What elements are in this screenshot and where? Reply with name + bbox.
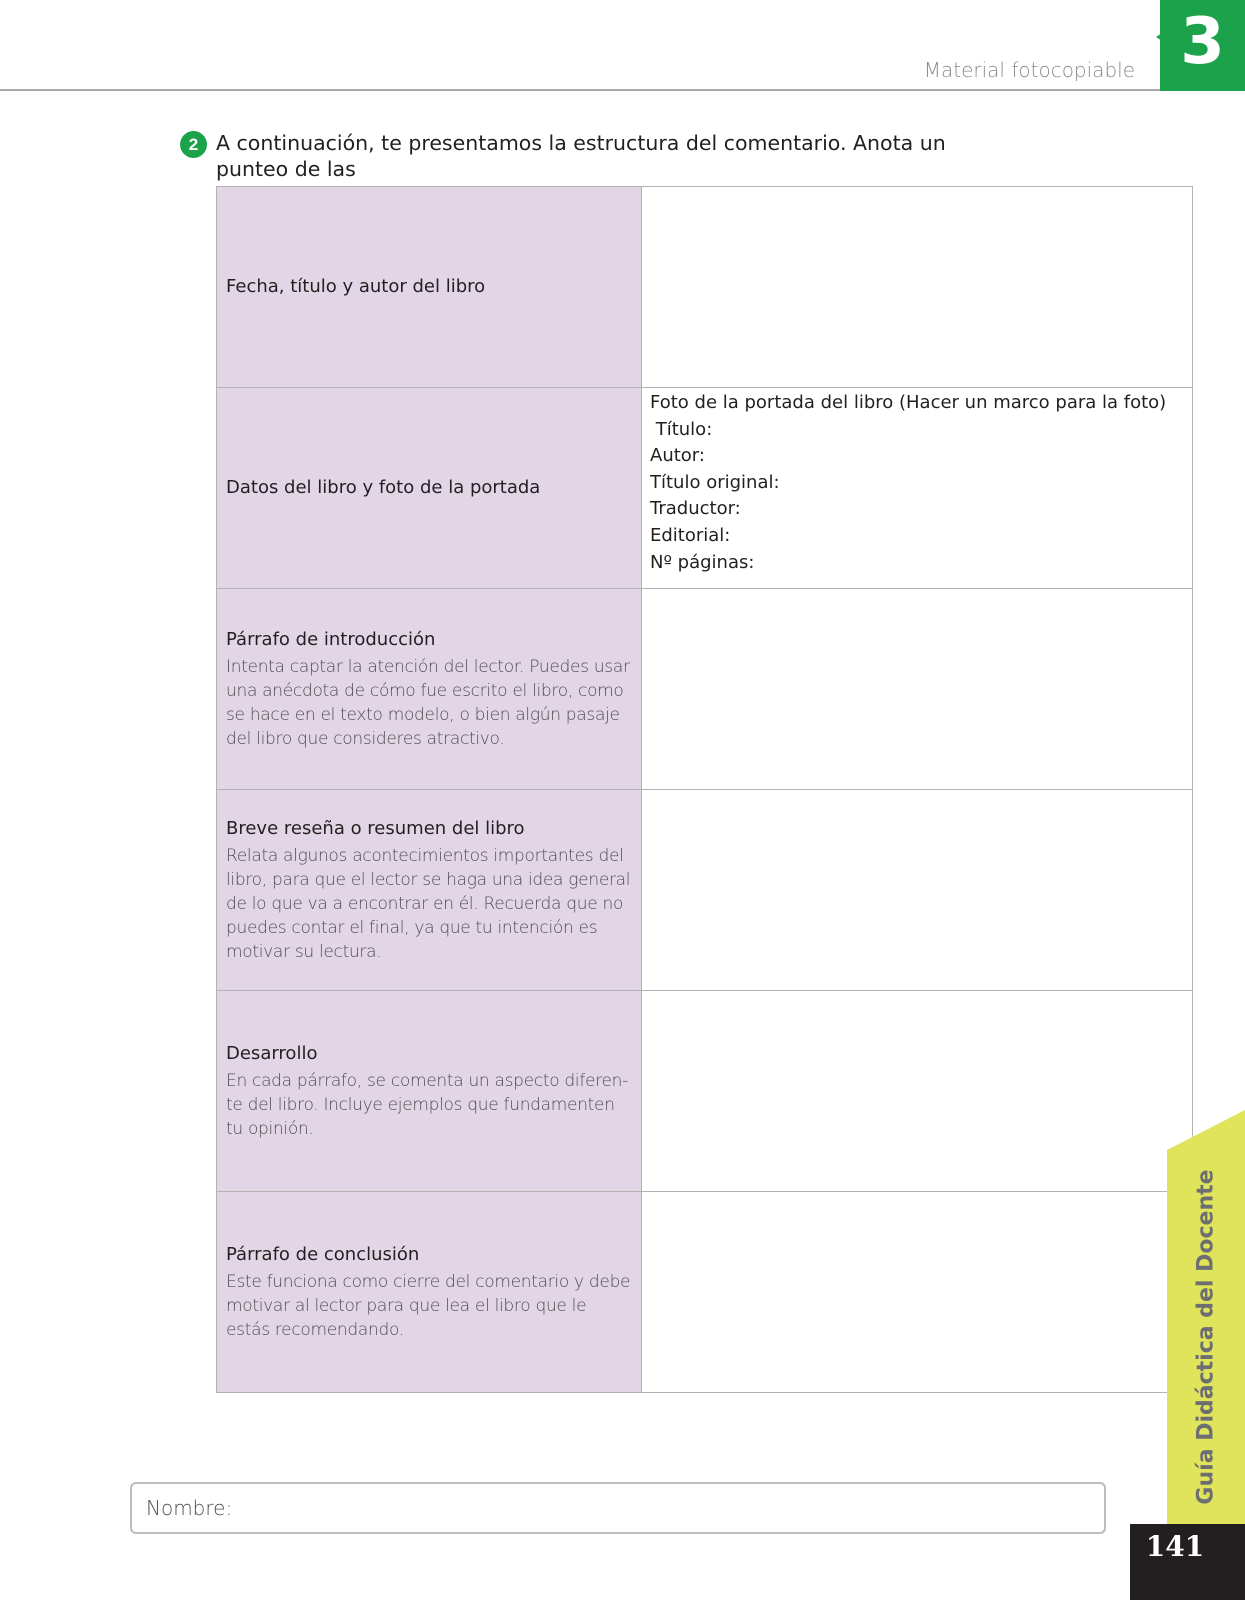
row-description: En cada párrafo, se comenta un aspecto diferen-te del libro. Incluye ejemplos que fundamenten tu opinión. bbox=[226, 1070, 628, 1139]
table-row bbox=[217, 388, 1193, 589]
book-data-publisher: Editorial: bbox=[650, 524, 731, 546]
book-data-photo: Foto de la portada del libro (Hacer un marco para la foto) bbox=[650, 392, 1167, 413]
table-row bbox=[217, 1192, 1193, 1393]
book-data-original-title: Título original: bbox=[650, 471, 780, 493]
comment-structure-table bbox=[216, 186, 1193, 1393]
table-row bbox=[217, 991, 1193, 1192]
row-description: Relata algunos acontecimientos importantes del libro, para que el lector se haga una idea general de lo que va a encontrar en él. Recuerda que no puedes contar el final, ya que tu intención es motivar su lectura. bbox=[226, 845, 631, 962]
table-row bbox=[217, 790, 1193, 991]
answer-cell-conclusion[interactable] bbox=[642, 1192, 1193, 1393]
answer-cell-summary[interactable] bbox=[642, 790, 1193, 991]
answer-cell-book-data[interactable] bbox=[642, 388, 1193, 589]
answer-cell-date-title-author[interactable] bbox=[642, 187, 1193, 388]
row-label-conclusion bbox=[217, 1192, 642, 1393]
row-title: Párrafo de introducción bbox=[226, 628, 436, 650]
row-description: Este funciona como cierre del comentario y debe motivar al lector para que lea el libro que le estás recomendando. bbox=[226, 1271, 631, 1340]
row-title: Desarrollo bbox=[226, 1042, 318, 1064]
row-title: Párrafo de conclusión bbox=[226, 1243, 420, 1265]
name-label: Nombre: bbox=[146, 1496, 233, 1520]
row-label-development bbox=[217, 991, 642, 1192]
question-line-1: A continuación, te presentamos la estructura del comentario. Anota un punteo de las bbox=[216, 131, 946, 181]
side-tab-tip bbox=[1167, 1110, 1245, 1150]
book-data-author: Autor: bbox=[650, 445, 705, 467]
header-label: Material fotocopiable bbox=[923, 58, 1135, 82]
row-title: Fecha, título y autor del libro bbox=[226, 276, 486, 297]
answer-cell-development[interactable] bbox=[642, 991, 1193, 1192]
header-rule bbox=[0, 89, 1245, 91]
book-data-title: Título: bbox=[650, 418, 713, 440]
row-title: Datos del libro y foto de la portada bbox=[226, 477, 541, 498]
row-label-date-title-author bbox=[217, 187, 642, 388]
name-field[interactable] bbox=[130, 1482, 1106, 1534]
row-label-summary bbox=[217, 790, 642, 991]
side-tab-label: Guía Didáctica del Docente bbox=[1193, 1169, 1219, 1505]
book-data-list bbox=[642, 388, 1192, 578]
row-description: Intenta captar la atención del lector. Puedes usar una anécdota de cómo fue escrito el libro, como se hace en el texto modelo, o bien algún pasaje del libro que consideres atractivo. bbox=[226, 656, 630, 749]
page-number: 141 bbox=[1145, 1530, 1205, 1563]
answer-cell-introduction[interactable] bbox=[642, 589, 1193, 790]
table-row bbox=[217, 589, 1193, 790]
book-data-pages: Nº páginas: bbox=[650, 551, 755, 573]
table-row bbox=[217, 187, 1193, 388]
row-label-book-data bbox=[217, 388, 642, 589]
row-title: Breve reseña o resumen del libro bbox=[226, 817, 525, 839]
unit-number: 3 bbox=[1180, 5, 1225, 79]
question-number-badge: 2 bbox=[180, 131, 207, 158]
book-data-translator: Traductor: bbox=[650, 498, 741, 520]
row-label-introduction bbox=[217, 589, 642, 790]
